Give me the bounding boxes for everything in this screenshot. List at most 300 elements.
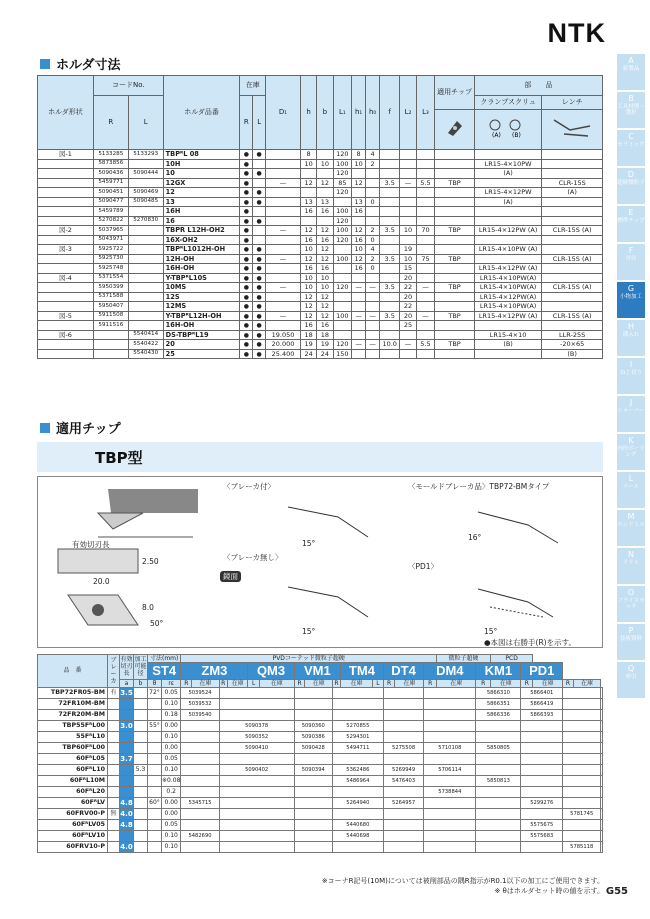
stock-cell [240,254,253,264]
holder-cell-l3 [416,273,435,283]
side-tab-e[interactable] [617,206,645,242]
chip-code-cell [383,731,424,742]
chip-cell-theta [148,786,162,797]
holder-cell-l1: 100 [333,311,352,321]
holder-cell-d1: 25.400 [266,349,301,359]
holder-cell-b: 12 [317,226,333,236]
holder-cell-l1: 85 [333,178,352,188]
chip-cell-a: 3.5 [120,688,133,697]
chip-cell-re: 0.05 [162,687,181,698]
holder-cell-chip: TBP [435,254,475,264]
holder-cell-h1: 16 [352,264,366,274]
holder-cell-name: TBPᴿL1012H-OH [163,245,240,255]
holder-cell-l: 5540414 [128,330,163,340]
holder-cell-r [93,349,128,359]
side-tab-letter: P [628,626,634,635]
holder-cell-f [380,273,400,283]
grade-subheader: 在庫 [305,679,332,687]
holder-figure-label [38,302,94,312]
side-tab-h[interactable] [617,320,645,356]
holder-cell-d1 [266,302,301,312]
chip-code-cell [181,775,219,786]
stock-dot: ● [243,217,249,225]
holder-cell-wrench [542,245,603,255]
holder-cell-h1: 12 [352,226,366,236]
stock-dot: ● [243,170,249,177]
chip-cell-a: 4.0 [120,842,133,851]
stock-dot: ● [256,322,262,329]
holder-cell-d1 [266,264,301,274]
side-tab-label: ドリル [622,559,640,566]
side-tab-label: 超硬微粒子 [617,179,645,186]
chip-code-cell [332,786,383,797]
holder-cell-h: 16 [300,321,316,331]
holder-cell-wrench [542,264,603,274]
chip-code-cell [424,808,476,819]
holder-cell-l1 [333,197,352,207]
chip-cell-re: ※0.08 [162,775,181,786]
grade-header-km1: KM1 [476,663,521,680]
chip-cell-b [134,830,148,841]
chip-row [38,819,603,830]
side-tab-label: セラミック [617,141,645,148]
chip-code-cell: 5575683 [521,830,563,841]
chip-code-cell [383,720,424,731]
holder-cell-l1: 120 [333,340,352,350]
holder-cell-h0 [366,188,380,198]
chip-code-cell [476,764,521,775]
holder-cell-h: 12 [300,292,316,302]
chip-cell-breaker: 有 [108,687,120,698]
holder-cell-l [128,235,163,245]
holder-cell-wrench [542,273,603,283]
stock-dot: ● [243,265,249,272]
stock-cell [240,264,253,274]
side-tab-c[interactable] [617,130,645,166]
chip-code-cell [219,698,294,709]
holder-cell-r: 5090477 [93,197,128,207]
chip-code-cell [563,687,601,698]
holder-cell-h1: 12 [352,254,366,264]
stock-dot: ● [243,189,249,196]
grade-subheader: 在庫 [573,679,600,687]
holder-cell-h: 16 [300,207,316,217]
holder-cell-wrench: (A) [542,188,603,198]
holder-cell-h1: 16 [352,207,366,217]
chip-code-cell [563,742,601,753]
chip-code-cell [219,819,294,830]
chip-cell-breaker [108,731,120,742]
holder-cell-h1: — [352,283,366,293]
holder-cell-l1 [333,330,352,340]
chip-cell-re: 0.05 [162,819,181,830]
holder-cell-d1: 19.050 [266,330,301,340]
holder-cell-name: 16H [163,207,240,217]
chip-cell-b [134,775,148,786]
holder-cell-d1 [266,321,301,331]
holder-cell-l2 [400,159,416,169]
chip-cell-a [120,742,134,753]
chip-code-cell [181,731,219,742]
holder-figure-label [38,188,94,198]
grade-subheader: 在庫 [341,679,373,687]
chip-code-cell [219,797,294,808]
stock-cell [240,245,253,255]
holder-cell-l2: 20 [400,273,416,283]
holder-cell-l [128,226,163,236]
holder-cell-l3 [416,235,435,245]
chip-cell-breaker [108,819,120,830]
chip-cell-a [120,709,134,720]
chip-code-cell [181,808,219,819]
chip-cell-a [120,764,134,775]
chip-code-cell [521,731,563,742]
holder-row [38,245,603,255]
chip-cell-a [120,830,134,841]
grade-subheader: 在庫 [259,679,294,687]
holder-cell-b: 10 [317,283,333,293]
grade-subheader: R [219,679,227,687]
holder-row [38,226,603,236]
side-tab-label: 小物加工 [619,293,642,300]
chip-cell-b [134,709,148,720]
holder-cell-b: 12 [317,311,333,321]
side-tab-l[interactable] [617,472,645,508]
chip-cell-re: 0.00 [162,797,181,808]
grade-subheader: R [383,679,395,687]
holder-row [38,283,603,293]
holder-cell-f: 3.5 [380,254,400,264]
stock-cell [253,302,266,312]
holder-cell-wrench [542,169,603,179]
holder-cell-b: 16 [317,207,333,217]
holder-cell-r: 5043971 [93,235,128,245]
side-tab-label: 外径 [625,255,637,262]
holder-cell-r: 5911508 [93,311,128,321]
chip-code-cell [332,753,383,764]
holder-cell-l3 [416,197,435,207]
chip-cell-breaker: 無 [108,808,120,819]
holder-cell-l2 [400,349,416,359]
holder-cell-f [380,169,400,179]
chip-code-cell [601,841,603,852]
chip-code-cell: 5710108 [424,742,476,753]
chip-code-cell [219,786,294,797]
stock-cell [253,159,266,169]
holder-cell-l3: 70 [416,226,435,236]
holder-cell-l2 [400,330,416,340]
grade-subheader: R [476,679,491,687]
chip-code-cell [332,841,383,852]
chip-code-cell [521,786,563,797]
stock-dot: ● [256,284,262,291]
side-tab-o[interactable] [617,586,645,622]
stock-dot: ● [243,303,249,310]
stock-dot: ● [256,303,262,310]
holder-cell-l1: 100 [333,159,352,169]
grade-header-tm4: TM4 [341,663,384,680]
holder-cell-f: 3.5 [380,311,400,321]
holder-cell-h0 [366,207,380,217]
holder-figure-label [38,159,94,169]
chip-code-cell [563,731,601,742]
holder-cell-l2 [400,169,416,179]
grade-header-zm3: ZM3 [181,663,248,680]
chip-code-cell [383,819,424,830]
side-tab-label: 内径ボーリング [617,445,645,458]
holder-row [38,216,603,226]
chip-cell-re: 0.10 [162,731,181,742]
holder-figure-label: 図-4 [38,273,94,283]
clamp-screw-icon [474,110,541,150]
holder-cell-f: 10.0 [380,340,400,350]
side-tab-j[interactable] [617,396,645,432]
footnote-2: ※ θはホルダセット時の値を示す。 [494,887,604,895]
holder-cell-clamp [474,178,541,188]
stock-cell [240,330,253,340]
chip-code-cell [219,709,294,720]
stock-dot: ● [256,350,262,358]
chip-cell-theta [148,742,162,753]
stock-cell [240,321,253,331]
chip-code-cell [563,720,601,731]
chip-code-cell [601,698,603,709]
holder-cell-l [128,159,163,169]
holder-cell-l2: 10 [400,226,416,236]
holder-cell-d1 [266,207,301,217]
chip-code-cell [383,830,424,841]
chip-row [38,808,603,819]
chip-code-cell: 5039532 [181,698,219,709]
holder-cell-r: 5371588 [93,292,128,302]
side-tab-q[interactable] [617,662,645,698]
holder-cell-l2: 22 [400,283,416,293]
holder-cell-f: 3.5 [380,283,400,293]
chip-cell-theta: 55° [148,720,162,731]
holder-cell-wrench [542,197,603,207]
stock-dot: ● [243,179,249,187]
holder-cell-h1: 13 [352,197,366,207]
chip-cell-a: 3.7 [120,754,133,763]
chip-cell-b [134,731,148,742]
holder-cell-b: 12 [317,292,333,302]
chip-code-cell [294,808,332,819]
grade-subheader: 在庫 [490,679,520,687]
chip-cell-a: 4.0 [120,809,133,818]
stock-dot: ● [243,350,249,358]
holder-cell-h0: 4 [366,150,380,160]
chip-cell-breaker [108,753,120,764]
holder-cell-l2 [400,216,416,226]
holder-cell-l [128,264,163,274]
holder-cell-clamp [474,207,541,217]
stock-cell [240,311,253,321]
chip-cell-name: 55FᴿL10 [38,731,108,742]
side-tab-letter: K [628,436,634,445]
holder-figure-label [38,254,94,264]
side-tab-b[interactable] [617,92,645,128]
chip-row [38,775,603,786]
side-tab-d[interactable] [617,168,645,204]
holder-cell-l: 5133293 [128,150,163,160]
stock-dot: ● [256,217,262,225]
chip-code-cell [383,709,424,720]
stock-dot: ● [243,293,249,301]
holder-cell-clamp [474,150,541,160]
holder-cell-d1 [266,159,301,169]
grade-subheader: R [294,679,305,687]
stock-cell [253,245,266,255]
holder-row [38,150,603,160]
holder-cell-h: 10 [300,273,316,283]
chip-cell-b [134,753,148,764]
chip-cell-breaker [108,698,120,709]
side-tab-k[interactable] [617,434,645,470]
holder-cell-b [317,150,333,160]
chip-code-cell: 5486964 [332,775,383,786]
chip-code-cell [219,808,294,819]
side-tab-m[interactable] [617,510,645,546]
holder-cell-name: 16H-OH [163,264,240,274]
holder-cell-r: 5090436 [93,169,128,179]
side-tab-label: 索引 [625,673,637,680]
chip-code-cell: 5494711 [332,742,383,753]
chip-cell-name: TBP60FᴿL00 [38,742,108,753]
holder-cell-l: 5540430 [128,349,163,359]
holder-cell-wrench: CLR-15S (A) [542,311,603,321]
holder-cell-chip [435,169,475,179]
stock-cell [240,302,253,312]
chip-code-cell [476,830,521,841]
holder-cell-b: 12 [317,254,333,264]
chip-code-cell [476,797,521,808]
holder-cell-h1: — [352,311,366,321]
chip-code-cell: 5866351 [476,698,521,709]
chip-code-cell [424,731,476,742]
holder-cell-f [380,207,400,217]
holder-cell-h0: — [366,311,380,321]
stock-dot: ● [256,198,262,206]
grade-header-qm3: QM3 [248,663,294,680]
chip-code-cell [294,753,332,764]
chip-code-cell [601,775,603,786]
chip-code-cell: 5090360 [294,720,332,731]
holder-cell-wrench: LLR-25S [542,330,603,340]
holder-cell-h: 24 [300,349,316,359]
chip-code-cell [219,841,294,852]
chip-cell-name: 60FRV10-P [38,841,108,852]
svg-text:(A): (A) [492,132,501,139]
chip-code-cell [219,775,294,786]
holder-row [38,178,603,188]
holder-cell-name: 10MS [163,283,240,293]
holder-cell-b [317,216,333,226]
holder-cell-l2 [400,207,416,217]
side-tab-letter: C [628,132,634,141]
stock-dot: ● [243,341,249,348]
chip-code-cell [601,731,603,742]
stock-dot: ● [256,255,262,263]
chip-code-cell [601,764,603,775]
chip-cell-name: 60FRV00-P [38,808,108,819]
holder-cell-wrench [542,321,603,331]
holder-cell-l1 [333,273,352,283]
holder-cell-name: 12GX [163,178,240,188]
holder-cell-clamp: LR15-4×10PW (A) [474,245,541,255]
chip-code-cell [219,687,294,698]
chip-cell-b [134,797,148,808]
holder-cell-l [128,254,163,264]
holder-cell-l1: 100 [333,226,352,236]
grade-subheader: L [373,679,384,687]
side-tab-n[interactable] [617,548,645,584]
holder-cell-wrench [542,159,603,169]
chip-icon [435,110,475,150]
holder-cell-h0 [366,292,380,302]
holder-cell-l3 [416,169,435,179]
chip-cell-theta [148,698,162,709]
holder-cell-l [128,178,163,188]
holder-cell-l3 [416,264,435,274]
chip-code-cell [383,786,424,797]
section-marker-icon [40,423,50,433]
stock-dot: ● [243,255,249,263]
chip-cell-b: 5.3 [134,764,148,775]
chip-row [38,753,603,764]
holder-cell-name: 12MS [163,302,240,312]
holder-cell-l2: 25 [400,321,416,331]
chip-code-cell [563,709,601,720]
stock-dot: ● [243,227,249,234]
holder-cell-clamp [474,321,541,331]
chip-cell-theta [148,753,162,764]
side-tab-letter: O [627,588,635,597]
chip-code-cell [563,786,601,797]
chip-cell-re: 0.00 [162,742,181,753]
holder-cell-l3: 5.5 [416,178,435,188]
stock-cell [253,254,266,264]
holder-cell-chip [435,235,475,245]
stock-cell [240,188,253,198]
stock-cell [253,216,266,226]
side-tab-p[interactable] [617,624,645,660]
stock-cell [240,197,253,207]
side-tab-g[interactable] [617,282,645,318]
chip-cell-name: 60FᴿL20 [38,786,108,797]
chip-code-cell [476,819,521,830]
holder-cell-l: 5090444 [128,169,163,179]
chip-code-cell: 5850805 [476,742,521,753]
holder-cell-d1: — [266,283,301,293]
holder-cell-f [380,245,400,255]
side-tab-i[interactable] [617,358,645,394]
holder-cell-name: 16X-OH2 [163,235,240,245]
side-tab-a[interactable] [617,54,645,90]
side-tab-letter: J [629,398,633,407]
holder-cell-l [128,283,163,293]
holder-cell-chip [435,321,475,331]
holder-cell-wrench [542,302,603,312]
holder-cell-l [128,245,163,255]
holder-cell-wrench [542,216,603,226]
stock-cell [253,188,266,198]
side-tab-f[interactable] [617,244,645,280]
stock-cell [240,150,253,160]
holder-cell-h0: 0 [366,197,380,207]
holder-cell-chip [435,159,475,169]
stock-dot: ● [243,246,249,253]
chip-code-cell [424,753,476,764]
